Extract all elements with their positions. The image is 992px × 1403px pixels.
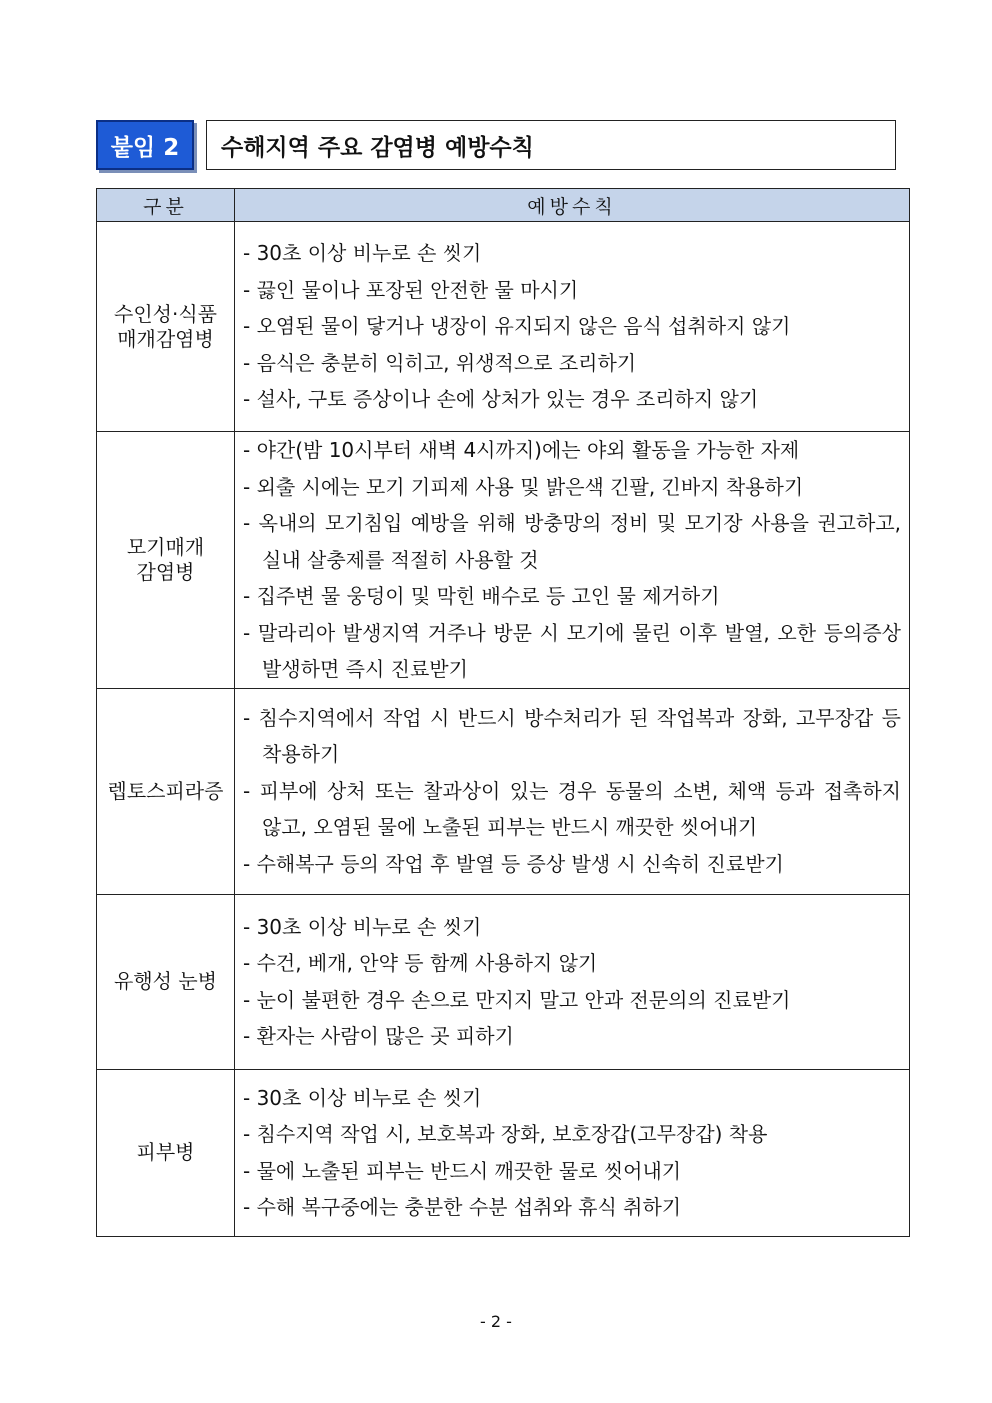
- measure-item: - 설사, 구토 증상이나 손에 상처가 있는 경우 조리하지 않기: [243, 387, 759, 412]
- measure-item: - 침수지역 작업 시, 보호복과 장화, 보호장갑(고무장갑) 착용: [243, 1122, 768, 1146]
- measure-item: - 집주변 물 웅덩이 및 막힌 배수로 등 고인 물 제거하기: [243, 584, 720, 608]
- measure-item: - 끓인 물이나 포장된 안전한 물 마시기: [243, 277, 579, 302]
- measure-item: - 수해 복구중에는 충분한 수분 섭취와 휴식 취하기: [243, 1195, 682, 1219]
- table-row: [97, 688, 910, 894]
- category-cell: 렙토스피라증: [97, 688, 235, 894]
- measures-cell: [235, 688, 910, 894]
- prevention-table: [96, 188, 910, 1237]
- category-cell: 피부병: [97, 1069, 235, 1236]
- measure-item: - 외출 시에는 모기 기피제 사용 및 밝은색 긴팔, 긴바지 착용하기: [243, 474, 804, 499]
- page-number: - 2 -: [480, 1312, 512, 1331]
- table-row: [97, 222, 910, 432]
- column-header-measures: 예방수칙: [235, 189, 910, 222]
- measure-item: - 오염된 물이 닿거나 냉장이 유지되지 않은 음식 섭취하지 않기: [243, 314, 791, 339]
- table-row: [97, 894, 910, 1069]
- table-row: [97, 432, 910, 689]
- attachment-badge: 붙임 2: [96, 120, 194, 170]
- measure-item: - 30초 이상 비누로 손 씻기: [243, 914, 482, 939]
- measure-item: - 말라리아 발생지역 거주나 방문 시 모기에 물린 이후 발열, 오한 등의증상 발생하면 즉시 진료받기: [243, 620, 901, 681]
- measure-item: - 30초 이상 비누로 손 씻기: [243, 1085, 482, 1110]
- measure-item: - 환자는 사람이 많은 곳 피하기: [243, 1024, 514, 1048]
- measure-item: - 30초 이상 비누로 손 씻기: [243, 241, 482, 266]
- category-cell: 수인성·식품 매개감염병: [97, 222, 235, 432]
- measures-cell: [235, 222, 910, 432]
- measure-item: - 야간(밤 10시부터 새벽 4시까지)에는 야외 활동을 가능한 자제: [243, 438, 800, 462]
- measure-item: - 음식은 충분히 익히고, 위생적으로 조리하기: [243, 350, 637, 375]
- category-cell: 유행성 눈병: [97, 894, 235, 1069]
- measures-cell: [235, 1069, 910, 1236]
- measure-item: - 수건, 베개, 안약 등 함께 사용하지 않기: [243, 951, 598, 975]
- measure-item: - 침수지역에서 작업 시 반드시 방수처리가 된 작업복과 장화, 고무장갑 등 착용하기: [243, 705, 901, 767]
- measure-item: - 수해복구 등의 작업 후 발열 등 증상 발생 시 신속히 진료받기: [243, 851, 784, 876]
- table-header-row: [97, 189, 910, 222]
- measures-cell: [235, 432, 910, 689]
- column-header-category: 구분: [97, 189, 235, 222]
- document-title: 수해지역 주요 감염병 예방수칙: [206, 120, 896, 170]
- measures-cell: [235, 894, 910, 1069]
- category-cell: 모기매개 감염병: [97, 432, 235, 689]
- measure-item: - 눈이 불편한 경우 손으로 만지지 말고 안과 전문의의 진료받기: [243, 987, 791, 1012]
- measure-item: - 물에 노출된 피부는 반드시 깨끗한 물로 씻어내기: [243, 1158, 682, 1183]
- table-row: [97, 1069, 910, 1236]
- measure-item: - 옥내의 모기침입 예방을 위해 방충망의 정비 및 모기장 사용을 권고하고, 실내 살충제를 적절히 사용할 것: [243, 511, 901, 572]
- measure-item: - 피부에 상처 또는 찰과상이 있는 경우 동물의 소변, 체액 등과 접촉하지 않고, 오염된 물에 노출된 피부는 반드시 깨끗한 씻어내기: [243, 778, 901, 840]
